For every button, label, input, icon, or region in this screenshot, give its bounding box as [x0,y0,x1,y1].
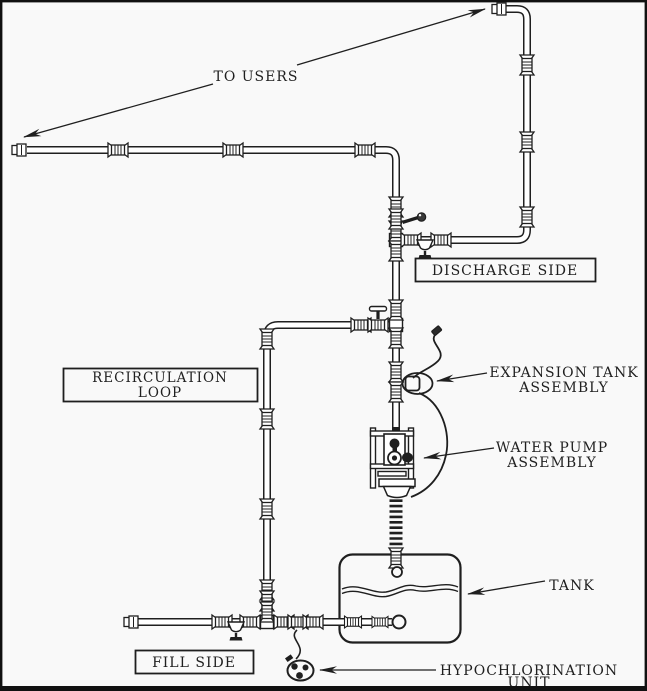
discharge-pipe-outline [396,9,527,240]
discharge-side-text: DISCHARGE SIDE [431,263,579,279]
pipe-coupling [389,362,403,382]
main-riser-pipe-fill [27,150,396,431]
cord-loop [411,393,447,497]
water-pump-label [496,440,608,471]
pipe-end-cap [124,616,138,628]
chlorinator-roller [296,672,303,679]
fill-drain-valve [228,622,244,641]
pipe-coupling [520,55,534,75]
expansion-tank-label [489,365,638,396]
pump-frame-left-rail [371,428,376,488]
chlorinator-roller [303,665,309,671]
expansion-tank-body [406,377,420,391]
water-pump-assembly [371,427,416,498]
pump-impeller-hub [392,455,397,460]
water-pump-line2: ASSEMBLY [507,455,597,471]
power-cord [411,326,447,497]
hypochlorination-line2: UNIT [507,675,551,691]
main-riser-pipe-outline [27,150,396,431]
hypochlorination-line1: HYPOCHLORINATION [439,663,619,679]
water-pump-leader [424,448,494,458]
pipe-coupling [355,143,375,157]
pipe-coupling [303,615,323,629]
fill-pipe-ring [393,616,406,629]
valve-handle [403,216,419,225]
valve-t-handle [370,307,387,312]
pipe-end-cap [12,144,26,156]
valve-handle-knob [417,213,425,221]
feed-tube-connector [285,654,293,662]
pipe-coupling [389,300,403,320]
pipe-coupling [372,616,388,627]
recirculation-loop-line2: LOOP [137,385,183,401]
hypochlorination-unit [285,630,314,681]
to-users-left-arrow [24,84,213,137]
valve-knob-highlight [419,214,421,216]
discharge-side-label [416,259,596,282]
fill-side-text: FILL SIDE [152,655,236,671]
pipe-end-cap [492,3,506,15]
recirculation-loop-line1: RECIRCULATION [92,370,228,386]
pipe-coupling [223,143,243,157]
to-users-right-arrow [297,9,485,65]
pipe-coupling [431,233,451,247]
fill-side-label [136,651,254,674]
pipe-coupling [389,328,403,348]
tank-leader [468,581,545,594]
pump-frame-lower-bar [378,472,406,477]
pump-base-plate [379,479,415,487]
to-users-label: TO USERS [213,69,299,85]
expansion-tank-line2: ASSEMBLY [519,380,609,396]
expansion-tank-line1: EXPANSION TANK [489,365,639,381]
pipe-coupling [389,382,403,402]
pipe-coupling [520,207,534,227]
recirculation-loop-label [64,369,258,402]
pipe-runs [27,9,527,622]
discharge-pipe-fill [396,9,527,240]
pump-motor-cap [390,439,400,449]
pipe-coupling [520,132,534,152]
lever-valve [389,209,426,229]
pump-suction-bell [384,487,411,498]
chlorinator-roller [291,663,297,669]
pipe-coupling [108,143,128,157]
pump-outlet-boss [402,453,413,463]
water-pump-line1: WATER PUMP [495,440,609,456]
cord-upper [413,334,441,378]
pipe-coupling [260,499,274,519]
chemical-feed-tube [294,630,300,659]
leader-lines [24,9,545,670]
cord-plug [431,326,441,336]
tank-label: TANK [549,578,595,594]
pipe-coupling [260,409,274,429]
expansion-tank-leader [437,373,487,381]
sample-valve [417,240,433,259]
pipe-coupling [260,329,274,349]
pipe-coupling [345,616,362,628]
pipe-coupling [260,602,274,622]
tank-inlet-ring [392,567,402,577]
